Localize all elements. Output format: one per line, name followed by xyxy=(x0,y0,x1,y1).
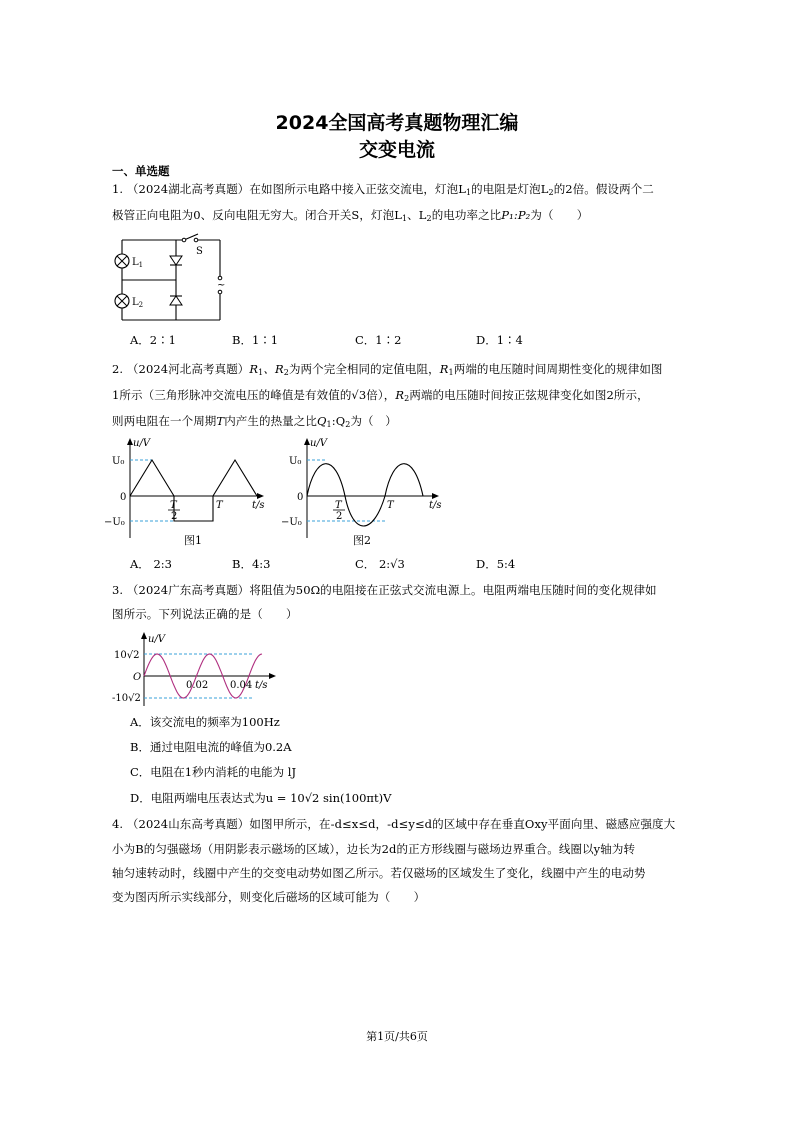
q3-ytick-min: -10√2 xyxy=(112,693,141,704)
q3-xtick-004: 0.04 xyxy=(230,680,253,691)
diode-lower-icon xyxy=(170,296,182,305)
svg-text:T: T xyxy=(216,500,223,511)
svg-text:−U₀: −U₀ xyxy=(104,517,125,528)
switch-label: S xyxy=(196,246,203,257)
page-title: 2024全国高考真题物理汇编 xyxy=(275,112,519,134)
svg-text:O: O xyxy=(133,672,142,683)
q2-figure-2 xyxy=(281,436,447,548)
svg-text:U₀: U₀ xyxy=(289,456,302,467)
page-footer: 第1页/共6页 xyxy=(366,1030,428,1043)
q4-line-4: 变为图丙所示实线部分，则变化后磁场的区域可能为（ ） xyxy=(112,890,426,904)
svg-text:u/V: u/V xyxy=(148,634,166,645)
svg-text:T: T xyxy=(170,500,177,511)
svg-text:L2: $L_2$ xyxy=(132,297,144,309)
q3-line-2: 图所示。下列说法正确的是（ ） xyxy=(112,607,298,621)
svg-text:U₀: U₀ xyxy=(112,456,125,467)
q2-line-2: 1所示（三角形脉冲交流电压的峰值是有效值的√3倍），$R_2$两端的电压随时间按正弦规律变化如图2所示， xyxy=(112,388,649,403)
page-subtitle: 交变电流 xyxy=(358,139,435,161)
q1-option-b[interactable]: B．1∶1 xyxy=(232,333,279,347)
q1-line-2: 极管正向电阻为0、反向电阻无穷大。闭合开关S，灯泡$L_1$、$L_2$的电功率之比P₁:P₂为（ ） xyxy=(112,208,589,223)
q2-option-d[interactable]: D．5:4 xyxy=(476,557,516,571)
q2-figure-1 xyxy=(104,436,272,548)
svg-text:t/s: t/s xyxy=(255,680,268,691)
svg-text:u/V: u/V xyxy=(310,438,328,449)
section-heading: 一、单选题 xyxy=(112,164,170,178)
q3-option-c[interactable]: C．电阻在1秒内消耗的电能为 lJ xyxy=(130,765,297,779)
svg-text:2: 2 xyxy=(336,511,343,522)
q2-option-c[interactable]: C． 2:√3 xyxy=(355,557,405,571)
q1-option-a[interactable]: A．2∶1 xyxy=(130,333,176,347)
svg-text:t/s: t/s xyxy=(252,500,265,511)
svg-text:0: 0 xyxy=(297,492,304,503)
q1-option-d[interactable]: D．1∶4 xyxy=(476,333,523,347)
q3-xtick-002: 0.02 xyxy=(186,680,209,691)
svg-text:T: T xyxy=(387,500,394,511)
q2-line-1: 2. （2024河北高考真题）$R_1$、$R_2$为两个完全相同的定值电阻，$R_1$两端的电压随时间周期性变化的规律如图 xyxy=(112,362,663,377)
q1-line-1: 1. （2024湖北高考真题）在如图所示电路中接入正弦交流电，灯泡$L_1$的电阻是灯泡$L_2$的2倍。假设两个二 xyxy=(112,182,654,197)
q2-option-b[interactable]: B．4:3 xyxy=(232,557,271,571)
q3-option-a[interactable]: A．该交流电的频率为100Hz xyxy=(130,715,280,729)
figure-1-caption: 图1 xyxy=(184,534,202,547)
q4-line-2: 小为B的匀强磁场（用阴影表示磁场的区域），边长为2d的正方形线圈与磁场边界重合。线圈以y轴为转 xyxy=(112,842,636,856)
q1-option-c[interactable]: C．1∶2 xyxy=(355,333,402,347)
ac-source-label: ~ xyxy=(217,280,226,291)
svg-text:u/V: u/V xyxy=(133,438,151,449)
svg-text:−U₀: −U₀ xyxy=(281,517,302,528)
q3-voltage-chart xyxy=(112,630,282,708)
svg-text:L1: $L_1$ xyxy=(132,257,144,269)
q1-circuit-diagram xyxy=(108,234,228,326)
svg-text:t/s: t/s xyxy=(429,500,442,511)
diode-upper-icon xyxy=(170,256,182,265)
q3-line-1: 3. （2024广东高考真题）将阻值为50Ω的电阻接在正弦式交流电源上。电阻两端电压随时间的变化规律如 xyxy=(112,583,657,597)
q3-option-d[interactable]: D．电阻两端电压表达式为u = 10√2 sin(100πt)V xyxy=(130,791,392,805)
svg-text:T: T xyxy=(335,500,342,511)
q2-line-3: 则两电阻在一个周期T内产生的热量之比$Q_1:Q_2$为（ ） xyxy=(112,414,397,429)
q3-ytick-max: 10√2 xyxy=(114,650,140,661)
svg-text:2: 2 xyxy=(171,511,178,522)
svg-text:0: 0 xyxy=(120,492,127,503)
q4-line-3: 轴匀速转动时，线圈中产生的交变电动势如图乙所示。若仅磁场的区域发生了变化，线圈中产生的电动势 xyxy=(112,866,646,880)
figure-2-caption: 图2 xyxy=(353,534,371,547)
q4-line-1: 4. （2024山东高考真题）如图甲所示，在-d≤x≤d，-d≤y≤d的区域中存在垂直Oxy平面向里、磁感应强度大 xyxy=(112,817,676,831)
q2-option-a[interactable]: A． 2:3 xyxy=(130,557,172,571)
q3-option-b[interactable]: B．通过电阻电流的峰值为0.2A xyxy=(130,740,292,754)
